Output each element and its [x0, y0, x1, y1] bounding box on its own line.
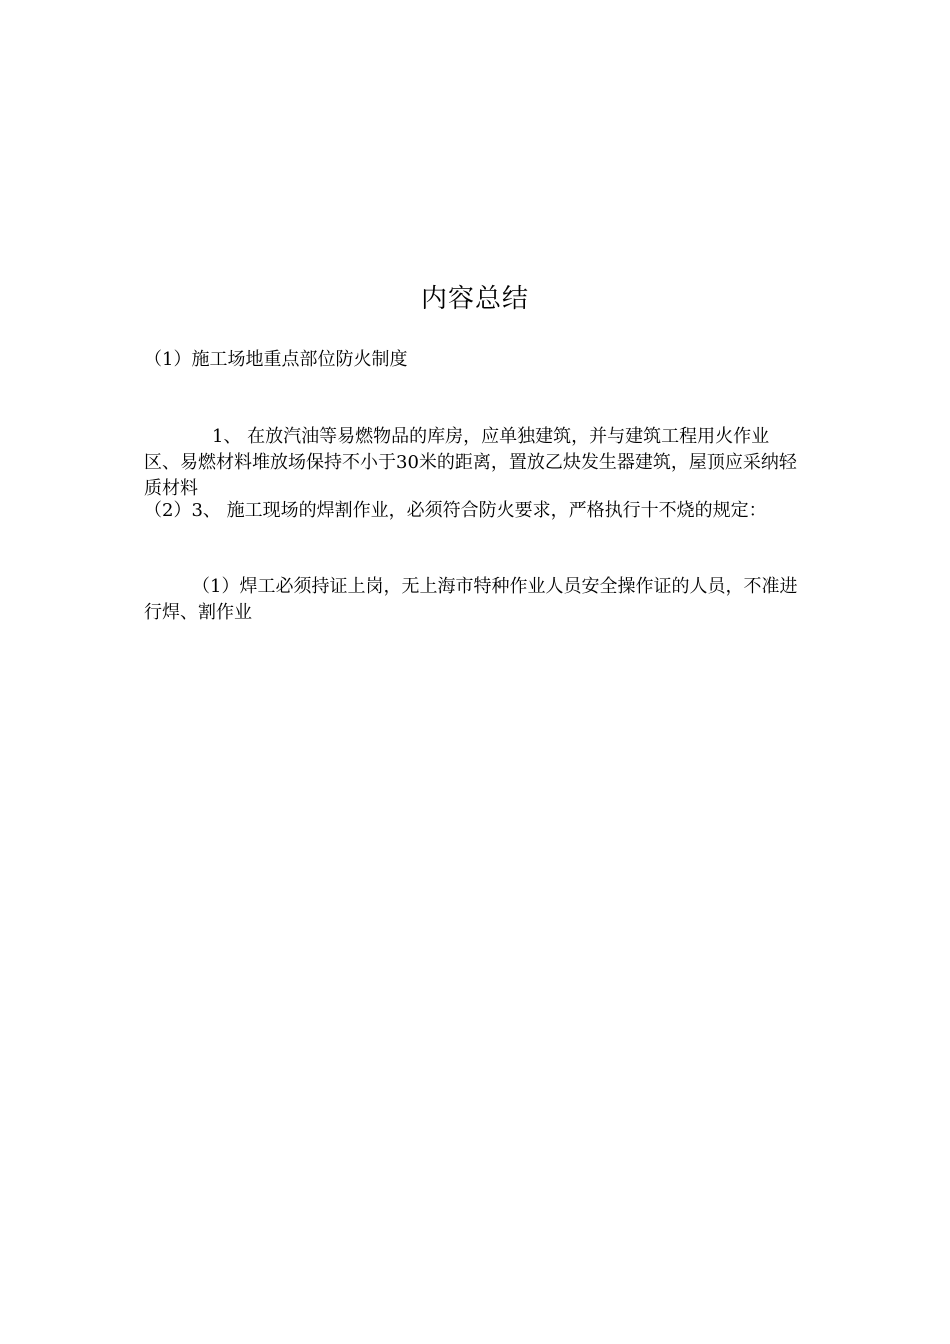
paragraph-warehouse-rule: 1、 在放汽油等易燃物品的库房，应单独建筑，并与建筑工程用火作业区、易燃材料堆放场保持不小于30米的距离，置放乙炔发生器建筑，屋顶应采纳轻质材料 [144, 426, 797, 499]
paragraph-welder-certificate: （1）焊工必须持证上岗，无上海市特种作业人员安全操作证的人员，不准进行焊、割作业 [144, 576, 798, 623]
section-heading-fire-system: （1）施工场地重点部位防火制度 [144, 349, 408, 370]
document-title: 内容总结 [420, 284, 529, 314]
paragraph-welding-rule: （2）3、 施工现场的焊割作业，必须符合防火要求，严格执行十不烧的规定： [144, 500, 767, 521]
